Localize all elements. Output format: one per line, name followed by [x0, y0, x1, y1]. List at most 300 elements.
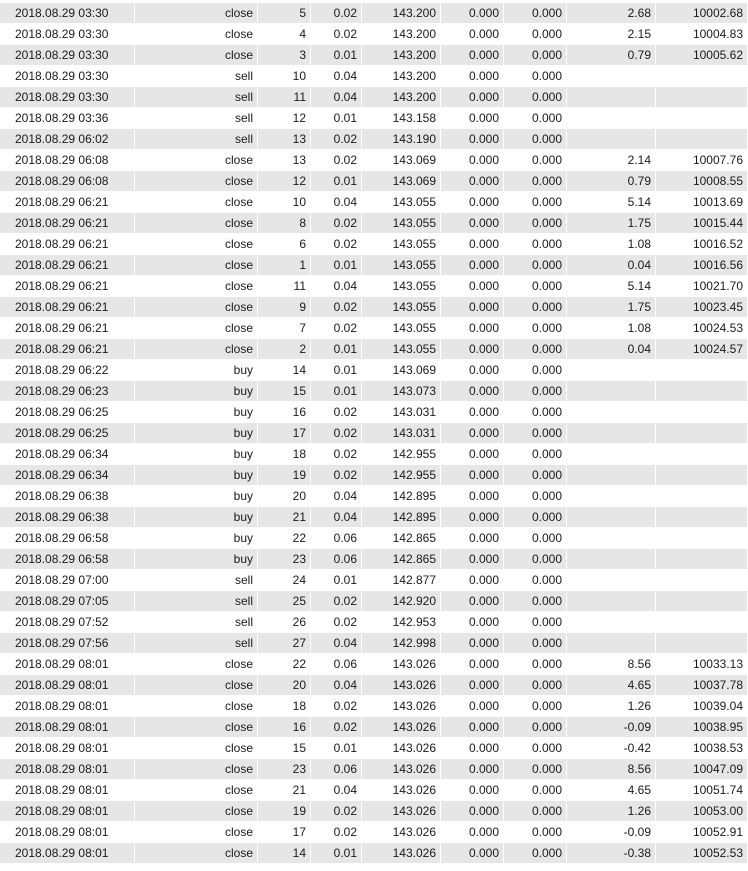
price-cell: 143.190 — [362, 129, 441, 150]
tp-cell: 0.000 — [504, 801, 567, 822]
tp-cell: 0.000 — [504, 150, 567, 171]
balance-cell: 10007.76 — [656, 150, 748, 171]
table-row — [0, 696, 748, 717]
table-row — [0, 591, 748, 612]
tp-cell: 0.000 — [504, 591, 567, 612]
order-cell: 9 — [258, 297, 311, 318]
table-row — [0, 318, 748, 339]
type-cell: sell — [135, 108, 258, 129]
price-cell: 143.026 — [362, 675, 441, 696]
table-row — [0, 192, 748, 213]
sl-cell: 0.000 — [441, 423, 504, 444]
time-cell: 2018.08.29 08:01 — [0, 780, 135, 801]
time-cell: 2018.08.29 07:00 — [0, 570, 135, 591]
time-cell: 2018.08.29 06:34 — [0, 465, 135, 486]
sl-cell: 0.000 — [441, 549, 504, 570]
price-cell: 143.069 — [362, 360, 441, 381]
table-row — [0, 360, 748, 381]
type-cell: close — [135, 696, 258, 717]
order-cell: 14 — [258, 843, 311, 864]
tp-cell: 0.000 — [504, 66, 567, 87]
tp-cell: 0.000 — [504, 108, 567, 129]
profit-cell — [567, 633, 656, 654]
type-cell: buy — [135, 360, 258, 381]
order-cell: 21 — [258, 780, 311, 801]
order-cell: 12 — [258, 108, 311, 129]
price-cell: 143.069 — [362, 171, 441, 192]
balance-cell — [656, 486, 748, 507]
order-cell: 10 — [258, 192, 311, 213]
type-cell: close — [135, 234, 258, 255]
sl-cell: 0.000 — [441, 801, 504, 822]
balance-cell — [656, 528, 748, 549]
type-cell: close — [135, 843, 258, 864]
type-cell: buy — [135, 465, 258, 486]
type-cell: sell — [135, 633, 258, 654]
time-cell: 2018.08.29 07:52 — [0, 612, 135, 633]
balance-cell: 10023.45 — [656, 297, 748, 318]
tp-cell: 0.000 — [504, 318, 567, 339]
sl-cell: 0.000 — [441, 822, 504, 843]
tp-cell: 0.000 — [504, 192, 567, 213]
time-cell: 2018.08.29 06:38 — [0, 507, 135, 528]
tp-cell: 0.000 — [504, 507, 567, 528]
tp-cell: 0.000 — [504, 759, 567, 780]
price-cell: 142.953 — [362, 612, 441, 633]
table-row — [0, 570, 748, 591]
order-cell: 23 — [258, 759, 311, 780]
order-cell: 16 — [258, 717, 311, 738]
tp-cell: 0.000 — [504, 654, 567, 675]
profit-cell — [567, 612, 656, 633]
profit-cell — [567, 381, 656, 402]
time-cell: 2018.08.29 06:38 — [0, 486, 135, 507]
tp-cell: 0.000 — [504, 87, 567, 108]
order-cell: 3 — [258, 45, 311, 66]
table-row — [0, 213, 748, 234]
balance-cell — [656, 360, 748, 381]
profit-cell: 4.65 — [567, 780, 656, 801]
type-cell: close — [135, 150, 258, 171]
price-cell: 143.055 — [362, 339, 441, 360]
time-cell: 2018.08.29 06:02 — [0, 129, 135, 150]
profit-cell — [567, 528, 656, 549]
sl-cell: 0.000 — [441, 486, 504, 507]
size-cell: 0.01 — [311, 171, 362, 192]
table-row — [0, 486, 748, 507]
price-cell: 143.055 — [362, 192, 441, 213]
profit-cell: -0.42 — [567, 738, 656, 759]
sl-cell: 0.000 — [441, 87, 504, 108]
time-cell: 2018.08.29 08:01 — [0, 801, 135, 822]
time-cell: 2018.08.29 06:21 — [0, 192, 135, 213]
table-row — [0, 297, 748, 318]
balance-cell: 10052.91 — [656, 822, 748, 843]
size-cell: 0.06 — [311, 549, 362, 570]
size-cell: 0.02 — [311, 717, 362, 738]
tp-cell: 0.000 — [504, 234, 567, 255]
time-cell: 2018.08.29 03:36 — [0, 108, 135, 129]
profit-cell — [567, 507, 656, 528]
balance-cell: 10024.53 — [656, 318, 748, 339]
type-cell: close — [135, 717, 258, 738]
profit-cell: 4.65 — [567, 675, 656, 696]
price-cell: 143.069 — [362, 150, 441, 171]
price-cell: 142.865 — [362, 528, 441, 549]
balance-cell: 10008.55 — [656, 171, 748, 192]
profit-cell — [567, 360, 656, 381]
order-cell: 15 — [258, 738, 311, 759]
table-row — [0, 276, 748, 297]
balance-cell: 10038.95 — [656, 717, 748, 738]
size-cell: 0.04 — [311, 486, 362, 507]
price-cell: 142.998 — [362, 633, 441, 654]
tp-cell: 0.000 — [504, 738, 567, 759]
tp-cell: 0.000 — [504, 780, 567, 801]
price-cell: 142.955 — [362, 444, 441, 465]
balance-cell: 10037.78 — [656, 675, 748, 696]
size-cell: 0.04 — [311, 192, 362, 213]
price-cell: 143.200 — [362, 3, 441, 24]
sl-cell: 0.000 — [441, 633, 504, 654]
order-cell: 20 — [258, 486, 311, 507]
balance-cell — [656, 66, 748, 87]
balance-cell: 10039.04 — [656, 696, 748, 717]
price-cell: 143.200 — [362, 66, 441, 87]
price-cell: 143.055 — [362, 234, 441, 255]
size-cell: 0.02 — [311, 129, 362, 150]
type-cell: close — [135, 759, 258, 780]
sl-cell: 0.000 — [441, 738, 504, 759]
order-cell: 22 — [258, 528, 311, 549]
order-cell: 15 — [258, 381, 311, 402]
size-cell: 0.01 — [311, 381, 362, 402]
order-cell: 22 — [258, 654, 311, 675]
price-cell: 143.031 — [362, 423, 441, 444]
time-cell: 2018.08.29 06:08 — [0, 171, 135, 192]
price-cell: 143.026 — [362, 801, 441, 822]
type-cell: sell — [135, 129, 258, 150]
table-row — [0, 633, 748, 654]
tp-cell: 0.000 — [504, 45, 567, 66]
order-cell: 5 — [258, 3, 311, 24]
time-cell: 2018.08.29 06:25 — [0, 402, 135, 423]
price-cell: 143.055 — [362, 297, 441, 318]
order-cell: 21 — [258, 507, 311, 528]
table-row — [0, 507, 748, 528]
price-cell: 143.026 — [362, 717, 441, 738]
size-cell: 0.04 — [311, 87, 362, 108]
order-cell: 13 — [258, 150, 311, 171]
table-row — [0, 234, 748, 255]
order-cell: 18 — [258, 444, 311, 465]
size-cell: 0.06 — [311, 528, 362, 549]
tp-cell: 0.000 — [504, 171, 567, 192]
type-cell: close — [135, 780, 258, 801]
table-row — [0, 759, 748, 780]
type-cell: close — [135, 339, 258, 360]
balance-cell: 10051.74 — [656, 780, 748, 801]
table-row — [0, 66, 748, 87]
order-cell: 23 — [258, 549, 311, 570]
sl-cell: 0.000 — [441, 444, 504, 465]
balance-cell — [656, 402, 748, 423]
size-cell: 0.01 — [311, 255, 362, 276]
profit-cell: 1.26 — [567, 801, 656, 822]
type-cell: sell — [135, 66, 258, 87]
tp-cell: 0.000 — [504, 255, 567, 276]
tp-cell: 0.000 — [504, 633, 567, 654]
table-row — [0, 612, 748, 633]
balance-cell: 10033.13 — [656, 654, 748, 675]
size-cell: 0.02 — [311, 444, 362, 465]
size-cell: 0.01 — [311, 738, 362, 759]
profit-cell: 0.04 — [567, 255, 656, 276]
price-cell: 142.877 — [362, 570, 441, 591]
tp-cell: 0.000 — [504, 129, 567, 150]
price-cell: 143.200 — [362, 45, 441, 66]
order-cell: 2 — [258, 339, 311, 360]
size-cell: 0.02 — [311, 612, 362, 633]
balance-cell: 10002.68 — [656, 3, 748, 24]
order-cell: 19 — [258, 801, 311, 822]
order-cell: 8 — [258, 213, 311, 234]
tp-cell: 0.000 — [504, 276, 567, 297]
sl-cell: 0.000 — [441, 66, 504, 87]
time-cell: 2018.08.29 07:05 — [0, 591, 135, 612]
table-row — [0, 843, 748, 864]
profit-cell: -0.09 — [567, 822, 656, 843]
time-cell: 2018.08.29 03:30 — [0, 24, 135, 45]
profit-cell — [567, 591, 656, 612]
time-cell: 2018.08.29 08:01 — [0, 675, 135, 696]
table-row — [0, 423, 748, 444]
time-cell: 2018.08.29 06:21 — [0, 297, 135, 318]
order-cell: 24 — [258, 570, 311, 591]
time-cell: 2018.08.29 06:21 — [0, 213, 135, 234]
time-cell: 2018.08.29 06:58 — [0, 549, 135, 570]
type-cell: close — [135, 276, 258, 297]
type-cell: buy — [135, 381, 258, 402]
type-cell: close — [135, 213, 258, 234]
tp-cell: 0.000 — [504, 675, 567, 696]
size-cell: 0.04 — [311, 780, 362, 801]
table-row — [0, 780, 748, 801]
tp-cell: 0.000 — [504, 3, 567, 24]
sl-cell: 0.000 — [441, 234, 504, 255]
order-cell: 17 — [258, 423, 311, 444]
profit-cell: -0.09 — [567, 717, 656, 738]
tp-cell: 0.000 — [504, 339, 567, 360]
table-row — [0, 24, 748, 45]
time-cell: 2018.08.29 06:25 — [0, 423, 135, 444]
type-cell: close — [135, 3, 258, 24]
type-cell: close — [135, 822, 258, 843]
size-cell: 0.01 — [311, 339, 362, 360]
price-cell: 143.200 — [362, 87, 441, 108]
size-cell: 0.02 — [311, 822, 362, 843]
profit-cell: 8.56 — [567, 759, 656, 780]
profit-cell — [567, 129, 656, 150]
price-cell: 143.031 — [362, 402, 441, 423]
tp-cell: 0.000 — [504, 444, 567, 465]
size-cell: 0.02 — [311, 24, 362, 45]
balance-cell — [656, 507, 748, 528]
time-cell: 2018.08.29 06:21 — [0, 318, 135, 339]
type-cell: buy — [135, 423, 258, 444]
tp-cell: 0.000 — [504, 297, 567, 318]
sl-cell: 0.000 — [441, 570, 504, 591]
table-row — [0, 255, 748, 276]
sl-cell: 0.000 — [441, 843, 504, 864]
type-cell: sell — [135, 87, 258, 108]
size-cell: 0.02 — [311, 696, 362, 717]
order-cell: 11 — [258, 87, 311, 108]
size-cell: 0.01 — [311, 570, 362, 591]
profit-cell: 8.56 — [567, 654, 656, 675]
tp-cell: 0.000 — [504, 570, 567, 591]
balance-cell: 10016.52 — [656, 234, 748, 255]
time-cell: 2018.08.29 06:08 — [0, 150, 135, 171]
size-cell: 0.04 — [311, 66, 362, 87]
order-cell: 20 — [258, 675, 311, 696]
tp-cell: 0.000 — [504, 360, 567, 381]
tp-cell: 0.000 — [504, 465, 567, 486]
type-cell: buy — [135, 444, 258, 465]
profit-cell: 1.08 — [567, 234, 656, 255]
type-cell: close — [135, 255, 258, 276]
price-cell: 143.055 — [362, 213, 441, 234]
tp-cell: 0.000 — [504, 423, 567, 444]
profit-cell: 0.04 — [567, 339, 656, 360]
table-row — [0, 129, 748, 150]
table-row — [0, 45, 748, 66]
size-cell: 0.06 — [311, 759, 362, 780]
order-cell: 7 — [258, 318, 311, 339]
tp-cell: 0.000 — [504, 381, 567, 402]
sl-cell: 0.000 — [441, 759, 504, 780]
size-cell: 0.04 — [311, 675, 362, 696]
sl-cell: 0.000 — [441, 24, 504, 45]
tp-cell: 0.000 — [504, 612, 567, 633]
sl-cell: 0.000 — [441, 318, 504, 339]
table-row — [0, 402, 748, 423]
order-cell: 14 — [258, 360, 311, 381]
table-row — [0, 738, 748, 759]
price-cell: 143.200 — [362, 24, 441, 45]
type-cell: close — [135, 801, 258, 822]
type-cell: close — [135, 297, 258, 318]
balance-cell: 10053.00 — [656, 801, 748, 822]
price-cell: 142.895 — [362, 507, 441, 528]
table-row — [0, 381, 748, 402]
table-row — [0, 465, 748, 486]
tp-cell: 0.000 — [504, 822, 567, 843]
order-cell: 16 — [258, 402, 311, 423]
profit-cell: 5.14 — [567, 192, 656, 213]
time-cell: 2018.08.29 08:01 — [0, 738, 135, 759]
tp-cell: 0.000 — [504, 486, 567, 507]
order-cell: 10 — [258, 66, 311, 87]
order-cell: 18 — [258, 696, 311, 717]
time-cell: 2018.08.29 08:01 — [0, 843, 135, 864]
balance-cell — [656, 87, 748, 108]
sl-cell: 0.000 — [441, 171, 504, 192]
sl-cell: 0.000 — [441, 129, 504, 150]
sl-cell: 0.000 — [441, 45, 504, 66]
order-cell: 6 — [258, 234, 311, 255]
sl-cell: 0.000 — [441, 591, 504, 612]
sl-cell: 0.000 — [441, 3, 504, 24]
order-cell: 13 — [258, 129, 311, 150]
time-cell: 2018.08.29 06:21 — [0, 339, 135, 360]
price-cell: 143.055 — [362, 318, 441, 339]
balance-cell: 10038.53 — [656, 738, 748, 759]
tp-cell: 0.000 — [504, 549, 567, 570]
size-cell: 0.02 — [311, 234, 362, 255]
order-cell: 12 — [258, 171, 311, 192]
profit-cell — [567, 444, 656, 465]
price-cell: 143.055 — [362, 255, 441, 276]
size-cell: 0.02 — [311, 402, 362, 423]
size-cell: 0.01 — [311, 360, 362, 381]
size-cell: 0.02 — [311, 465, 362, 486]
tp-cell: 0.000 — [504, 717, 567, 738]
order-cell: 4 — [258, 24, 311, 45]
type-cell: sell — [135, 591, 258, 612]
profit-cell: 1.75 — [567, 213, 656, 234]
price-cell: 143.158 — [362, 108, 441, 129]
price-cell: 143.073 — [362, 381, 441, 402]
type-cell: buy — [135, 507, 258, 528]
sl-cell: 0.000 — [441, 213, 504, 234]
type-cell: close — [135, 24, 258, 45]
balance-cell: 10016.56 — [656, 255, 748, 276]
price-cell: 142.895 — [362, 486, 441, 507]
time-cell: 2018.08.29 08:01 — [0, 717, 135, 738]
trade-history-table — [0, 3, 748, 864]
balance-cell — [656, 549, 748, 570]
type-cell: sell — [135, 612, 258, 633]
price-cell: 143.026 — [362, 780, 441, 801]
sl-cell: 0.000 — [441, 696, 504, 717]
balance-cell — [656, 591, 748, 612]
sl-cell: 0.000 — [441, 654, 504, 675]
price-cell: 143.026 — [362, 822, 441, 843]
profit-cell — [567, 108, 656, 129]
table-row — [0, 171, 748, 192]
time-cell: 2018.08.29 08:01 — [0, 654, 135, 675]
time-cell: 2018.08.29 06:21 — [0, 255, 135, 276]
sl-cell: 0.000 — [441, 717, 504, 738]
table-row — [0, 822, 748, 843]
profit-cell — [567, 87, 656, 108]
type-cell: buy — [135, 402, 258, 423]
sl-cell: 0.000 — [441, 675, 504, 696]
type-cell: buy — [135, 528, 258, 549]
price-cell: 143.026 — [362, 843, 441, 864]
balance-cell — [656, 570, 748, 591]
table-row — [0, 87, 748, 108]
order-cell: 19 — [258, 465, 311, 486]
table-row — [0, 108, 748, 129]
balance-cell — [656, 423, 748, 444]
size-cell: 0.02 — [311, 3, 362, 24]
price-cell: 143.026 — [362, 738, 441, 759]
type-cell: close — [135, 171, 258, 192]
profit-cell: 1.75 — [567, 297, 656, 318]
balance-cell — [656, 129, 748, 150]
